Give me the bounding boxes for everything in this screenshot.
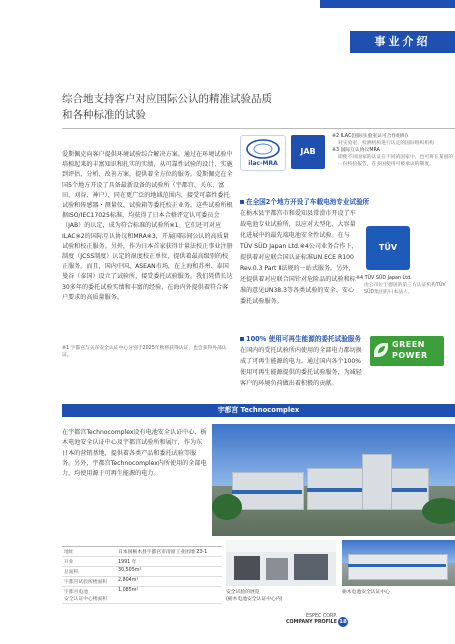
technocomplex-aerial-photo [212,424,455,536]
title-divider [62,128,455,129]
tuv-note-body: 由公司位于德国的第三方认证机构TÜV SÜD集团的日本法人。 [364,283,446,295]
note-ilac-body: 对实验室、检测机构进行认定的国际组织机构 [338,141,434,146]
section2-heading-text: 100% 使用可再生能源的委托试验服务 [246,335,361,343]
facility-info-table [62,546,222,604]
note-mra-title: ※3 国际互认协议MRA [332,148,380,153]
table-row: 地址 日本国栃木县宇都宫市清原工业团地 23-1 [62,547,222,557]
green-power-line2: POWER [392,351,428,360]
safety-test-exhibit-photo [226,540,336,586]
page-title [62,91,342,123]
green-power-line1: GREEN [392,340,425,349]
table-row: 总面积 30,505m² [62,567,222,577]
jab-logo: JAB [291,135,325,169]
section1-body: 在栃木县宇都宫市和爱知县常滑市开设了车载电池专业试验所，以应对大型化、大容量化进展中的最先端电池安全性试验。在与TÜV SÜD Japan Ltd.※4公司业务合作下，提供着对应联合国认证标准UN ECE R100 Rev.0.3 Part Ⅱ法规的一站式服务。另外，还提供着对应联合国针对危险品的试验和标准的意见UN38.3等各类试验的安全、安心委托试验服务。 [240,210,358,305]
battery-center-photo [342,540,455,586]
footer-profile: COMPANY PROFILE [286,620,337,625]
section1-heading-text: 在全国2个地方开设了车载电池专业试验所 [246,198,370,206]
tuv-logo-text: TÜV [378,243,398,252]
title-line-1: 综合地支持客户对应国际公认的精准试验品质 [62,93,272,105]
green-power-logo [370,336,444,366]
photo-caption-center: 栃木电池安全认证中心 [342,590,390,595]
footer [286,614,337,626]
tuv-logo [366,226,410,270]
intro-footnote: ※1 宇都宫与关东安全认证中心分别于2025年秋将获得认证，也会获得外部认证。 [62,346,227,358]
section1-heading [240,196,455,206]
title-line-2: 和各种标准的试验 [62,109,146,121]
tuv-note-title: ※4 TÜV SÜD Japan Ltd. [356,276,412,281]
page-number: 18 [339,619,347,625]
section2-body: 在国内的受托试验所内使用的全部电力都切换成了可再生能源的电力。通过国内各个100%使用可再生能源提供的委托试验服务，为减轻客户的环境负荷做出着积极的贡献。 [240,347,362,387]
table-row: 宇都宫电池 安全认证中心楼面积 1,085m² [62,587,222,604]
accreditation-notes [332,133,455,168]
bullet-square-icon [240,337,244,341]
bullet-square-icon [240,200,244,204]
photo-caption-exhibit: 安全试验的展览 (栃木电池安全认证中心内) [226,590,283,602]
intro-body: 爱斯佩克向客户提供环境试验综合解决方案。通过在环境试验中培植起来的丰富知识和扎实的实绩，从可靠性试验的设计、实施到评估、分析、改善方案，提供着全方位的服务。爱斯佩克在全国5个地方开设了具备最新设备的试验所（宇都宫、关东、富田、刈谷、神户），同在更广泛的地域范围内，接受可靠性委托试验和传感器・测量仪、试验箱等委托校正业务。这些试验所根据ISO/IEC17025标准，均获得了日本合格评定认可委员会（JAB）的认定，成为符合标准的试验所※1。它们还可对应ILAC※2的国际互认协议和MRA※3，开展国际间公认的高质量试验和校正服务。另外，作为日本首家获得计量法校正事业注册制度（JCSS制度）认定的湿度校正单位，提供着最高级别的校正服务。而且，国内中国、ASEAN市场，在上海和苏州、泰国曼谷（泰国）设立了试验所，接受委托试验服务。我们凭借长达30多年的委托试验实绩和丰富的经验，在海内外提供着符合客户要求的高质量服务。 [62,151,233,301]
tuv-note [356,275,455,296]
ilac-mra-logo [240,135,286,171]
note-mra-body: 即使不同国家的认证在不同的国家中，也可将在某国的一份校验报告，在多国使用可被承认的制度。 [338,155,454,167]
ilac-mra-text: ilac-MRA [248,160,278,167]
table-row: 开业 1991 年 [62,557,222,567]
section-tag: 事业介绍 [350,31,455,53]
table-row: 宇都宫试验所楼面积 2,804m² [62,577,222,587]
note-ilac-title: ※2 ILAC(国际实验室认可合作组织) [332,134,408,139]
header-accent-bar [320,0,455,8]
footer-company: ESPEC CORP. [305,614,337,619]
technocomplex-band: 宇都宫 Technocomplex [62,404,455,417]
technocomplex-body: 在宇都宫Technocomplex设有电池安全认证中心、栃木电池安全认证中心及宇都宫试验所和展厅，作为东日本的营销基地，提供着各类产品和委托试验等服务。另外，宇都宫Technocomplex内所使用的全部电力，均使用源于可再生能源的电力。 [62,429,207,478]
ilac-mra-icon [241,136,285,170]
